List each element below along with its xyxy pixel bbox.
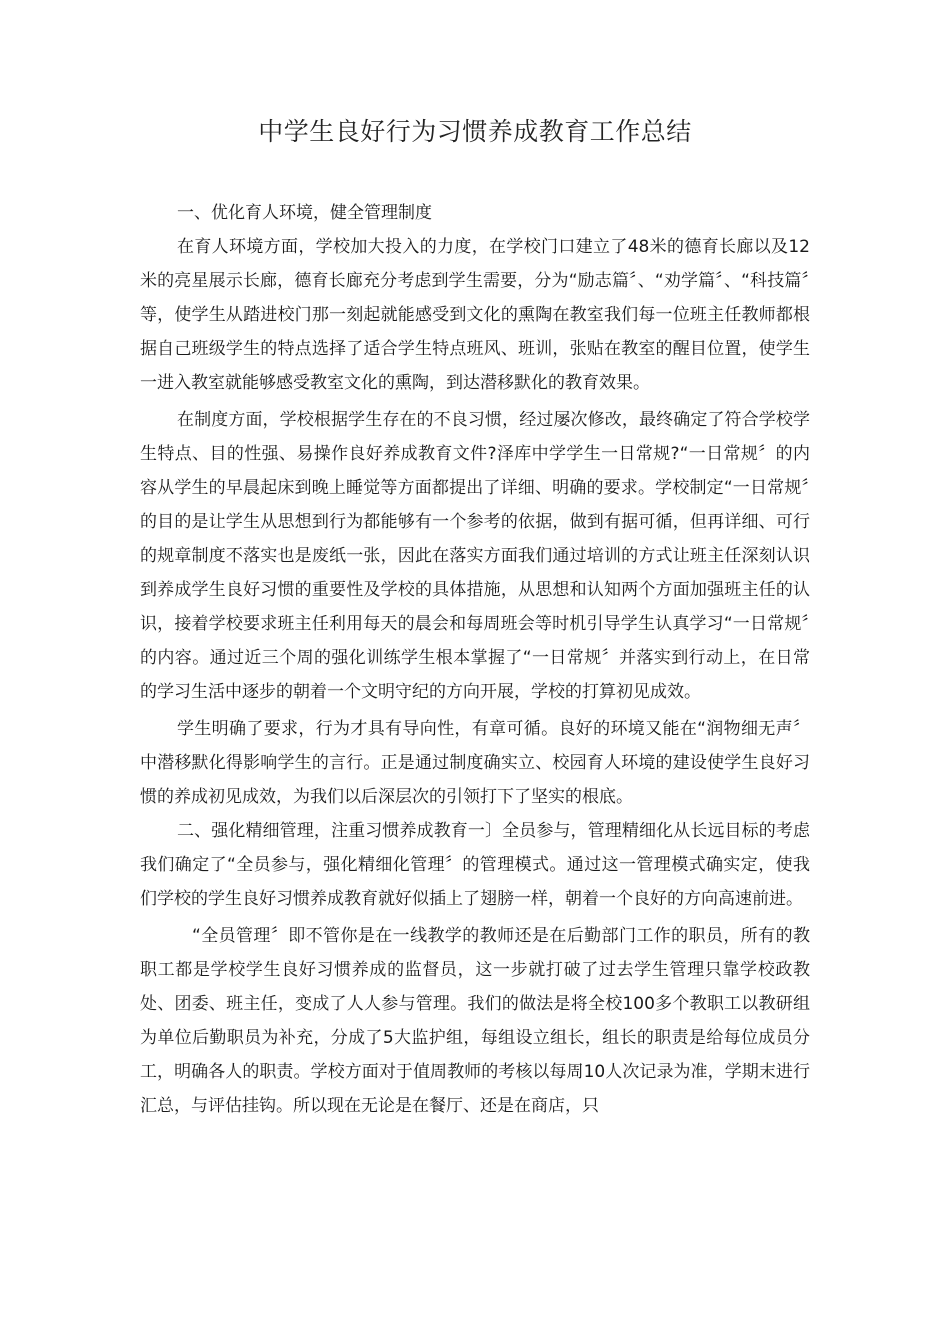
document-body (140, 196, 810, 1123)
document-title: 中学生良好行为习惯养成教育工作总结 (258, 117, 692, 146)
body-paragraph-1: 在育人环境方面，学校加大投入的力度，在学校门口建立了48米的德育长廊以及12米的亮星展示长廊，德育长廊充分考虑到学生需要，分为“励志篇〞、“劝学篇〞、“科技篇〞等，使学生从踏进校门那一刻起就能感受到文化的熏陶在教室我们每一位班主任教师都根据自己班级学生的特点选择了适合学生特点班风、班训，张贴在教室的醒目位置，使学生一进入教室就能够感受教室文化的熏陶，到达潜移默化的教育效果。 (140, 237, 810, 393)
section-heading-2-paragraph: 二、强化精细管理，注重习惯养成教育一〕全员参与，管理精细化从长远目标的考虑我们确定了“全员参与，强化精细化管理〞的管理模式。通过这一管理模式确实定，使我们学校的学生良好习惯养成教育就好似插上了翅膀一样，朝着一个良好的方向高速前进。 (140, 821, 810, 909)
body-paragraph-3: 学生明确了要求，行为才具有导向性，有章可循。良好的环境又能在“润物细无声〞中潜移默化得影响学生的言行。正是通过制度确实立、校园育人环境的建设使学生良好习惯的养成初见成效，为我们以后深层次的引领打下了坚实的根底。 (140, 719, 810, 807)
section-heading-1: 一、优化育人环境，健全管理制度 (177, 203, 432, 223)
body-paragraph-2: 在制度方面，学校根据学生存在的不良习惯，经过屡次修改，最终确定了符合学校学生特点、目的性强、易操作良好养成教育文件?泽库中学学生一日常规?“一日常规〞的内容从学生的早晨起床到晚上睡觉等方面都提出了详细、明确的要求。学校制定“一日常规〞的目的是让学生从思想到行为都能够有一个参考的依据，做到有据可循，但再详细、可行的规章制度不落实也是废纸一张，因此在落实方面我们通过培训的方式让班主任深刻认识到养成学生良好习惯的重要性及学校的具体措施，从思想和认知两个方面加强班主任的认识，接着学校要求班主任利用每天的晨会和每周班会等时机引导学生认真学习“一日常规〞的内容。通过近三个周的强化训练学生根本掌握了“一日常规〞并落实到行动上，在日常的学习生活中逐步的朝着一个文明守纪的方向开展，学校的打算初见成效。 (140, 410, 810, 702)
body-paragraph-4: “全员管理〞即不管你是在一线教学的教师还是在后勤部门工作的职员，所有的教职工都是学校学生良好习惯养成的监督员，这一步就打破了过去学生管理只靠学校政教处、团委、班主任，变成了人人参与管理。我们的做法是将全校100多个教职工以教研组为单位后勤职员为补充，分成了5大监护组，每组设立组长，组长的职责是给每位成员分工，明确各人的职责。学校方面对于值周教师的考核以每周10人次记录为准，学期末进行汇总，与评估挂钩。所以现在无论是在餐厅、还是在商店，只 (140, 926, 810, 1116)
